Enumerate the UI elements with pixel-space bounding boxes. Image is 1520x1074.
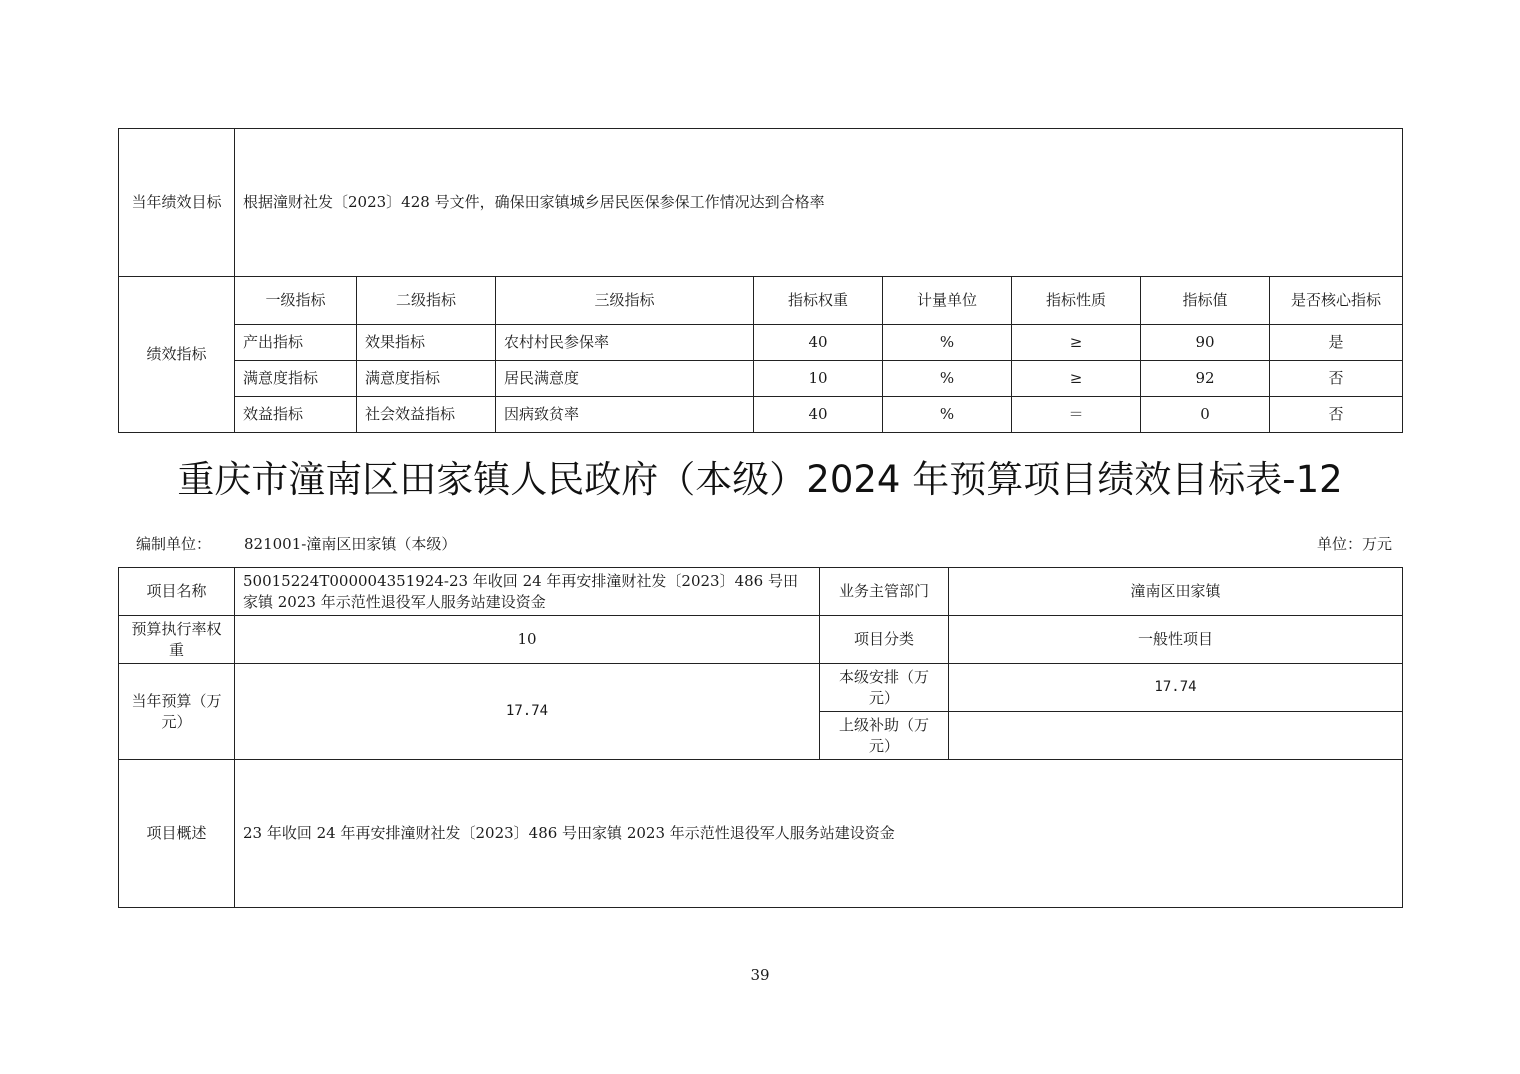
table-row — [119, 325, 1403, 361]
cell: 92 — [1141, 361, 1270, 397]
category-value: 一般性项目 — [949, 616, 1403, 664]
overview-value: 23 年收回 24 年再安排潼财社发〔2023〕486 号田家镇 2023 年示范性退役军人服务站建设资金 — [235, 760, 1403, 908]
cell: 效果指标 — [357, 325, 496, 361]
org-unit-value: 821001-潼南区田家镇（本级） — [244, 535, 457, 553]
project-info-table — [118, 567, 1403, 908]
indicator-header-row — [119, 277, 1403, 325]
upper-label: 上级补助（万元） — [820, 712, 949, 760]
org-unit-label: 编制单位： — [136, 535, 212, 553]
header-cell: 二级指标 — [357, 277, 496, 325]
performance-goal-table — [118, 128, 1403, 433]
cell: 是 — [1270, 325, 1403, 361]
dept-value: 潼南区田家镇 — [949, 568, 1403, 616]
weight-value: 10 — [235, 616, 820, 664]
upper-value — [949, 712, 1403, 760]
cell: 产出指标 — [235, 325, 357, 361]
goal-label: 当年绩效目标 — [119, 129, 235, 277]
goal-text: 根据潼财社发〔2023〕428 号文件，确保田家镇城乡居民医保参保工作情况达到合格率 — [235, 129, 1403, 277]
budget-label: 当年预算（万元） — [119, 664, 235, 760]
weight-label: 预算执行率权重 — [119, 616, 235, 664]
cell: % — [883, 361, 1012, 397]
cell: 因病致贫率 — [496, 397, 754, 433]
header-cell: 计量单位 — [883, 277, 1012, 325]
cell: 农村村民参保率 — [496, 325, 754, 361]
header-cell: 一级指标 — [235, 277, 357, 325]
cell: 40 — [754, 397, 883, 433]
cell: ≥ — [1012, 325, 1141, 361]
currency-unit: 单位：万元 — [1316, 535, 1392, 553]
table-row — [119, 397, 1403, 433]
page-title: 重庆市潼南区田家镇人民政府（本级）2024 年预算项目绩效目标表-12 — [177, 458, 1343, 501]
cell: ≥ — [1012, 361, 1141, 397]
header-cell: 指标性质 — [1012, 277, 1141, 325]
cell: 否 — [1270, 361, 1403, 397]
dept-label: 业务主管部门 — [820, 568, 949, 616]
cell: 效益指标 — [235, 397, 357, 433]
page-number: 39 — [750, 966, 770, 984]
local-label: 本级安排（万元） — [820, 664, 949, 712]
cell: 否 — [1270, 397, 1403, 433]
cell: 社会效益指标 — [357, 397, 496, 433]
cell: 0 — [1141, 397, 1270, 433]
indicator-section-label: 绩效指标 — [119, 277, 235, 433]
overview-label: 项目概述 — [119, 760, 235, 908]
project-name-value: 50015224T000004351924-23 年收回 24 年再安排潼财社发〔2023〕486 号田家镇 2023 年示范性退役军人服务站建设资金 — [235, 568, 820, 616]
cell: 居民满意度 — [496, 361, 754, 397]
project-name-label: 项目名称 — [119, 568, 235, 616]
table-row — [119, 361, 1403, 397]
header-cell: 指标值 — [1141, 277, 1270, 325]
header-cell: 是否核心指标 — [1270, 277, 1403, 325]
budget-value: 17.74 — [235, 664, 820, 760]
cell: % — [883, 325, 1012, 361]
header-cell: 三级指标 — [496, 277, 754, 325]
local-value: 17.74 — [949, 664, 1403, 712]
cell: ＝ — [1012, 397, 1141, 433]
category-label: 项目分类 — [820, 616, 949, 664]
header-cell: 指标权重 — [754, 277, 883, 325]
cell: 40 — [754, 325, 883, 361]
cell: 满意度指标 — [357, 361, 496, 397]
cell: 90 — [1141, 325, 1270, 361]
cell: 10 — [754, 361, 883, 397]
cell: % — [883, 397, 1012, 433]
cell: 满意度指标 — [235, 361, 357, 397]
